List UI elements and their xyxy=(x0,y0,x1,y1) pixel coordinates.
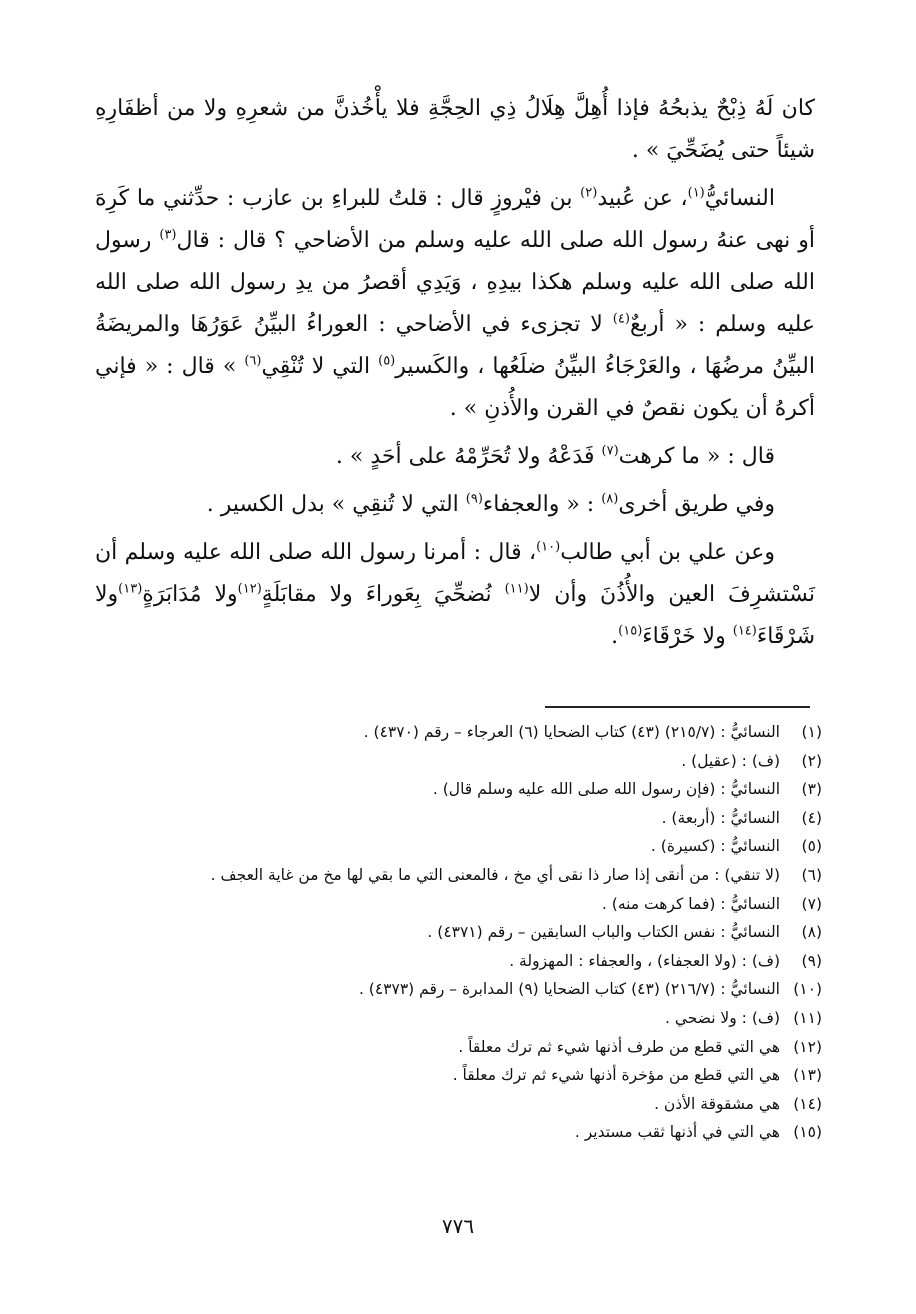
footnote-ref-4[interactable]: (٤) xyxy=(612,311,630,327)
text-segment: ولا مُدَابَرَةٍ xyxy=(142,582,238,607)
footnote-ref-5[interactable]: (٥) xyxy=(378,353,396,369)
footnote xyxy=(110,975,822,1004)
footnote-number: (٤) xyxy=(801,808,822,827)
main-text xyxy=(95,88,815,664)
footnote-text: النسائيُّ : (فما كرهت منه) . xyxy=(601,894,780,913)
footnote-text: النسائيُّ : (٢١٦/٧) (٤٣) كتاب الضحايا (٩) المدابرة – رقم (٤٣٧٣) . xyxy=(358,980,780,999)
text-segment: النسائيُّ xyxy=(704,186,775,211)
footnote xyxy=(110,775,822,804)
footnote-number: (١٢) xyxy=(793,1037,822,1056)
footnote-text: هي التي قطع من طرف أذنها شيء ثم ترك معلقاً . xyxy=(458,1037,780,1056)
footnote-text: هي مشقوقة الأذن . xyxy=(654,1094,780,1113)
text-segment: قال : « ما كرهت xyxy=(618,444,775,469)
footnotes xyxy=(110,718,822,1147)
footnote-number: (٦) xyxy=(801,865,822,884)
text-segment: ولا شَرْقَاءَ xyxy=(95,582,815,649)
text-segment: التي لا تُنْقِي xyxy=(261,354,379,379)
footnote-ref-9[interactable]: (٩) xyxy=(465,491,483,507)
paragraph-3 xyxy=(95,436,815,478)
footnote xyxy=(110,832,822,861)
text-segment: . xyxy=(611,624,619,649)
footnote-text: النسائيُّ : نفس الكتاب والباب السابقين – رقم (٤٣٧١) . xyxy=(427,923,780,942)
text-segment: بن فيْروزٍ قال : قلتُ للبراءِ بن عازب : حدِّثني ما كَرِهَ أو نهى عنهُ رسول الله صلى الله عليه وسلم من الأضاحي ؟ قال : قال xyxy=(95,186,815,253)
footnote xyxy=(110,1061,822,1090)
footnote-ref-8[interactable]: (٨) xyxy=(601,491,619,507)
footnote-ref-14[interactable]: (١٤) xyxy=(732,623,757,639)
footnote-ref-2[interactable]: (٢) xyxy=(580,185,598,201)
footnote xyxy=(110,918,822,947)
footnote xyxy=(110,947,822,976)
footnote-number: (١٣) xyxy=(793,1066,822,1085)
text-segment: ولا خَرْقَاءَ xyxy=(642,624,733,649)
footnote-ref-3[interactable]: (٣) xyxy=(159,227,177,243)
footnote-text: النسائيُّ : (٢١٥/٧) (٤٣) كتاب الضحايا (٦) العرجاء – رقم (٤٣٧٠) . xyxy=(363,723,780,741)
footnote-number: (٣) xyxy=(801,780,822,799)
footnote-text: (ف) : (ولا العجفاء) ، والعجفاء : المهزولة . xyxy=(509,951,780,970)
footnote-number: (٨) xyxy=(801,923,822,942)
text-segment: » قال : « فإني أكرهُ أن يكون نقصٌ في القرن والأُذنِ » . xyxy=(95,354,815,421)
paragraph-1: كان لَهُ ذِبْحٌ يذبحُهُ فإذا أُهِلَّ هِلَالُ ذِي الحِجَّةِ فلا يأْخُذنَّ من شعرِهِ ولا من أظفَارِهِ شيئاً حتى يُضَحِّيَ » . xyxy=(95,96,815,163)
paragraph-2 xyxy=(95,178,815,430)
footnote-text: النسائيُّ : (كسيرة) . xyxy=(650,837,780,856)
footnote xyxy=(110,890,822,919)
footnote-ref-12[interactable]: (١٢) xyxy=(237,581,262,597)
footnote-text: (ف) : (عقيل) . xyxy=(681,751,780,770)
footnote-number: (١١) xyxy=(793,1008,822,1027)
footnote-ref-15[interactable]: (١٥) xyxy=(618,623,643,639)
footnote-text: (لا تنقي) : من أنقى إذا صار ذا نقى أي مخ ، فالمعنى التي ما بقي لها مخ من غاية العجف . xyxy=(210,865,780,884)
footnote-text: النسائيُّ : (فإن رسول الله صلى الله عليه وسلم قال) . xyxy=(432,780,780,799)
text-segment: فَدَعْهُ ولا تُحَرِّمْهُ على أحَدٍ » . xyxy=(335,444,602,469)
text-segment: لا تجزىء في الأضاحي : العوراءُ البيِّنُ عَوَرُهَا والمريضَةُ البيِّنُ مرضُهَا ، والعَرْجَاءُ البيِّنُ ضلَعُها ، والكَسير xyxy=(95,312,815,379)
text-segment: رسول الله صلى الله عليه وسلم هكذا بيدِهِ ، وَيَدِي أقصرُ من يدِ رسول الله صلى الله عليه وسلم : « أربعٌ xyxy=(95,228,815,337)
footnote-text: هي التي في أذنها ثقب مستدير . xyxy=(574,1123,780,1142)
footnote xyxy=(110,747,822,776)
footnote-ref-1[interactable]: (١) xyxy=(687,185,705,201)
footnote-number: (٥) xyxy=(801,837,822,856)
text-segment: وفي طريق أخرى xyxy=(618,492,775,517)
footnote-text: النسائيُّ : (أربعة) . xyxy=(661,808,780,827)
footnote-ref-6[interactable]: (٦) xyxy=(244,353,262,369)
footnote xyxy=(110,1004,822,1033)
footnote-ref-10[interactable]: (١٠) xyxy=(536,539,561,555)
footnote-number: (١٠) xyxy=(793,980,822,999)
text-segment: ، قال : أمرنا رسول الله صلى الله عليه وسلم أن نَسْتشرِفَ العين والأُذُنَ وأن لا xyxy=(95,540,815,607)
footnote-number: (٢) xyxy=(801,751,822,770)
text-segment: : « والعجفاء xyxy=(482,492,602,517)
footnote-ref-13[interactable]: (١٣) xyxy=(118,581,143,597)
footnote xyxy=(110,1118,822,1147)
footnote-number: (١٥) xyxy=(793,1123,822,1142)
footnote-number: (٧) xyxy=(801,894,822,913)
footnote xyxy=(110,861,822,890)
footnote-divider xyxy=(545,706,810,708)
footnote-ref-11[interactable]: (١١) xyxy=(504,581,529,597)
footnote-number: (١) xyxy=(801,723,822,741)
footnote-number: (١٤) xyxy=(793,1094,822,1113)
footnote-text: هي التي قطع من مؤخرة أذنها شيء ثم ترك معلقاً . xyxy=(452,1066,780,1085)
footnote-text: (ف) : ولا نضحي . xyxy=(664,1008,780,1027)
text-segment: التي لا تُنقِي » بدل الكسير . xyxy=(206,492,466,517)
text-segment: نُضحِّيَ بِعَوراءَ ولا مقابَلَةٍ xyxy=(261,582,505,607)
text-segment: ، عن عُبيد xyxy=(597,186,688,211)
page-number: ٧٧٦ xyxy=(441,1214,475,1238)
text-segment: وعن علي بن أبي طالب xyxy=(560,540,775,565)
footnote xyxy=(110,718,822,747)
footnote-ref-7[interactable]: (٧) xyxy=(601,443,619,459)
footnote-number: (٩) xyxy=(801,951,822,970)
paragraph-5 xyxy=(95,532,815,658)
paragraph-4 xyxy=(95,484,815,526)
footnote xyxy=(110,1090,822,1119)
footnote xyxy=(110,1033,822,1062)
footnote xyxy=(110,804,822,833)
